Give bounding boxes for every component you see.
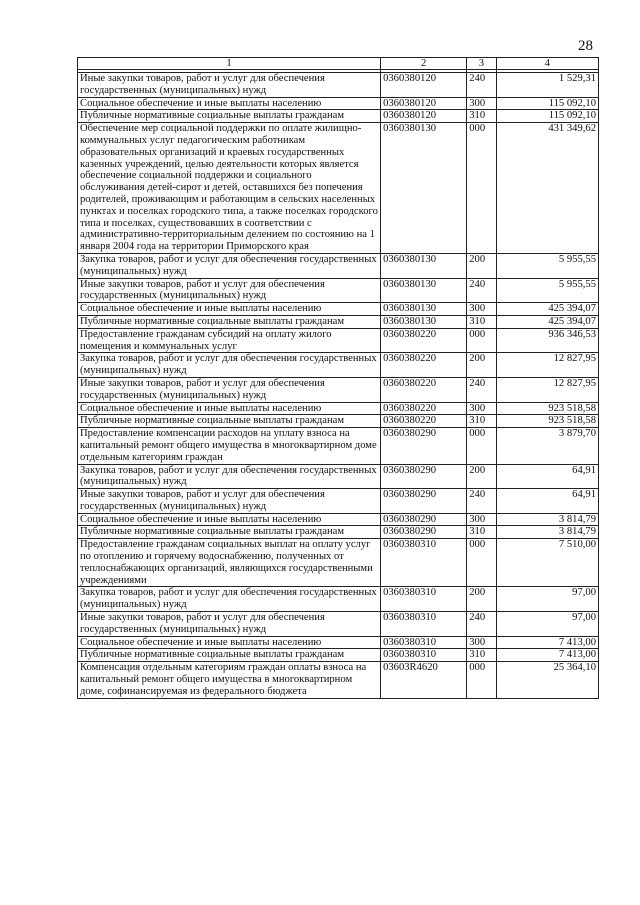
table-row [78, 303, 599, 316]
row-name-cell: Социальное обеспечение и иные выплаты населению [78, 636, 381, 649]
row-vr-cell: 300 [467, 303, 496, 316]
row-csr-cell: 0360380130 [381, 253, 467, 278]
table-row [78, 315, 599, 328]
row-vr-cell: 200 [467, 587, 496, 612]
row-amount-cell: 64,91 [496, 489, 598, 514]
row-vr-cell: 200 [467, 353, 496, 378]
row-csr-cell: 0360380290 [381, 513, 467, 526]
row-csr-cell: 0360380310 [381, 636, 467, 649]
row-amount-cell: 3 814,79 [496, 513, 598, 526]
header-col-1: 1 [78, 58, 381, 70]
row-name-cell: Иные закупки товаров, работ и услуг для обеспечения государственных (муниципальных) нужд [78, 612, 381, 637]
row-name-cell: Публичные нормативные социальные выплаты гражданам [78, 649, 381, 662]
row-name-cell: Социальное обеспечение и иные выплаты населению [78, 303, 381, 316]
row-vr-cell: 240 [467, 612, 496, 637]
row-csr-cell: 0360380310 [381, 587, 467, 612]
row-csr-cell: 0360380220 [381, 402, 467, 415]
row-name-cell: Обеспечение мер социальной поддержки по оплате жилищно-коммунальных услуг педагогическим работникам образовательных организаций и краевых государственных казенных учреждений, целью деятельности которых является обеспечение социальной поддержки и социального обслуживания детей-сирот и детей, оставшихся без попечения родителей, проживающим и работающим в сельских населенных пунктах и поселках городского типа, а также поселках городского типа и поселках, существовавших в соответствии с административно-территориальным делением по состоянию на 1 января 2004 года на территории Приморского края [78, 123, 381, 254]
row-name-cell: Закупка товаров, работ и услуг для обеспечения государственных (муниципальных) нужд [78, 353, 381, 378]
row-csr-cell: 0360380220 [381, 328, 467, 353]
row-amount-cell: 12 827,95 [496, 377, 598, 402]
row-csr-cell: 0360380130 [381, 303, 467, 316]
header-col-2: 2 [381, 58, 467, 70]
row-amount-cell: 5 955,55 [496, 253, 598, 278]
row-name-cell: Социальное обеспечение и иные выплаты населению [78, 513, 381, 526]
row-vr-cell: 000 [467, 428, 496, 464]
table-row [78, 377, 599, 402]
table-row [78, 649, 599, 662]
table-row [78, 526, 599, 539]
row-vr-cell: 240 [467, 73, 496, 98]
row-vr-cell: 310 [467, 315, 496, 328]
row-amount-cell: 97,00 [496, 587, 598, 612]
row-name-cell: Иные закупки товаров, работ и услуг для обеспечения государственных (муниципальных) нужд [78, 489, 381, 514]
row-csr-cell: 0360380220 [381, 353, 467, 378]
header-col-3: 3 [467, 58, 496, 70]
row-vr-cell: 310 [467, 526, 496, 539]
table-row [78, 513, 599, 526]
row-vr-cell: 000 [467, 662, 496, 698]
row-vr-cell: 300 [467, 402, 496, 415]
row-amount-cell: 97,00 [496, 612, 598, 637]
row-name-cell: Публичные нормативные социальные выплаты гражданам [78, 415, 381, 428]
row-amount-cell: 12 827,95 [496, 353, 598, 378]
row-vr-cell: 240 [467, 278, 496, 303]
row-vr-cell: 200 [467, 464, 496, 489]
row-name-cell: Иные закупки товаров, работ и услуг для обеспечения государственных (муниципальных) нужд [78, 278, 381, 303]
row-vr-cell: 310 [467, 649, 496, 662]
table-row [78, 73, 599, 98]
row-vr-cell: 300 [467, 97, 496, 110]
row-amount-cell: 3 879,70 [496, 428, 598, 464]
table-row [78, 612, 599, 637]
table-row [78, 428, 599, 464]
table-row [78, 415, 599, 428]
row-csr-cell: 0360380310 [381, 612, 467, 637]
row-vr-cell: 000 [467, 123, 496, 254]
row-amount-cell: 923 518,58 [496, 402, 598, 415]
row-csr-cell: 0360380130 [381, 315, 467, 328]
row-csr-cell: 0360380290 [381, 489, 467, 514]
row-name-cell: Предоставление компенсации расходов на уплату взноса на капитальный ремонт общего имущества в многоквартирном доме отдельным категориям граждан [78, 428, 381, 464]
row-name-cell: Закупка товаров, работ и услуг для обеспечения государственных (муниципальных) нужд [78, 253, 381, 278]
row-csr-cell: 03603R4620 [381, 662, 467, 698]
table-row [78, 353, 599, 378]
row-csr-cell: 0360380310 [381, 539, 467, 587]
row-csr-cell: 0360380120 [381, 73, 467, 98]
row-csr-cell: 0360380120 [381, 97, 467, 110]
row-csr-cell: 0360380220 [381, 415, 467, 428]
row-amount-cell: 1 529,31 [496, 73, 598, 98]
row-name-cell: Публичные нормативные социальные выплаты гражданам [78, 315, 381, 328]
page-number: 28 [578, 38, 593, 54]
row-amount-cell: 5 955,55 [496, 278, 598, 303]
row-csr-cell: 0360380290 [381, 526, 467, 539]
table-row [78, 587, 599, 612]
row-amount-cell: 25 364,10 [496, 662, 598, 698]
row-amount-cell: 7 413,00 [496, 649, 598, 662]
table-row [78, 123, 599, 254]
row-amount-cell: 7 510,00 [496, 539, 598, 587]
row-name-cell: Публичные нормативные социальные выплаты гражданам [78, 110, 381, 123]
table-row [78, 278, 599, 303]
row-vr-cell: 310 [467, 415, 496, 428]
row-amount-cell: 425 394,07 [496, 315, 598, 328]
table-row [78, 97, 599, 110]
row-vr-cell: 300 [467, 636, 496, 649]
row-name-cell: Публичные нормативные социальные выплаты гражданам [78, 526, 381, 539]
table-row [78, 402, 599, 415]
row-amount-cell: 431 349,62 [496, 123, 598, 254]
budget-table [77, 57, 599, 699]
row-csr-cell: 0360380310 [381, 649, 467, 662]
row-amount-cell: 936 346,53 [496, 328, 598, 353]
row-csr-cell: 0360380130 [381, 278, 467, 303]
row-name-cell: Предоставление гражданам субсидий на оплату жилого помещения и коммунальных услуг [78, 328, 381, 353]
row-name-cell: Закупка товаров, работ и услуг для обеспечения государственных (муниципальных) нужд [78, 587, 381, 612]
table-row [78, 539, 599, 587]
row-csr-cell: 0360380290 [381, 464, 467, 489]
table-row [78, 636, 599, 649]
row-vr-cell: 200 [467, 253, 496, 278]
table-row [78, 110, 599, 123]
table-header-row [78, 58, 599, 70]
header-col-4: 4 [496, 58, 598, 70]
row-csr-cell: 0360380290 [381, 428, 467, 464]
table-row [78, 464, 599, 489]
row-amount-cell: 115 092,10 [496, 97, 598, 110]
row-name-cell: Закупка товаров, работ и услуг для обеспечения государственных (муниципальных) нужд [78, 464, 381, 489]
table-row [78, 489, 599, 514]
row-amount-cell: 425 394,07 [496, 303, 598, 316]
row-name-cell: Иные закупки товаров, работ и услуг для обеспечения государственных (муниципальных) нужд [78, 377, 381, 402]
row-csr-cell: 0360380130 [381, 123, 467, 254]
row-vr-cell: 240 [467, 377, 496, 402]
row-name-cell: Иные закупки товаров, работ и услуг для обеспечения государственных (муниципальных) нужд [78, 73, 381, 98]
row-vr-cell: 000 [467, 328, 496, 353]
row-name-cell: Предоставление гражданам социальных выплат на оплату услуг по отоплению и горячему водоснабжению, полученных от теплоснабжающих организаций, являющихся государственными учреждениями [78, 539, 381, 587]
table-row [78, 328, 599, 353]
row-name-cell: Социальное обеспечение и иные выплаты населению [78, 402, 381, 415]
row-vr-cell: 000 [467, 539, 496, 587]
table-row [78, 662, 599, 698]
row-amount-cell: 64,91 [496, 464, 598, 489]
row-vr-cell: 240 [467, 489, 496, 514]
row-vr-cell: 300 [467, 513, 496, 526]
row-name-cell: Социальное обеспечение и иные выплаты населению [78, 97, 381, 110]
row-amount-cell: 3 814,79 [496, 526, 598, 539]
table-row [78, 253, 599, 278]
row-amount-cell: 115 092,10 [496, 110, 598, 123]
row-csr-cell: 0360380120 [381, 110, 467, 123]
row-amount-cell: 7 413,00 [496, 636, 598, 649]
row-vr-cell: 310 [467, 110, 496, 123]
row-amount-cell: 923 518,58 [496, 415, 598, 428]
row-csr-cell: 0360380220 [381, 377, 467, 402]
row-name-cell: Компенсация отдельным категориям граждан оплаты взноса на капитальный ремонт общего имущества в многоквартирном доме, софинансируемая из федерального бюджета [78, 662, 381, 698]
